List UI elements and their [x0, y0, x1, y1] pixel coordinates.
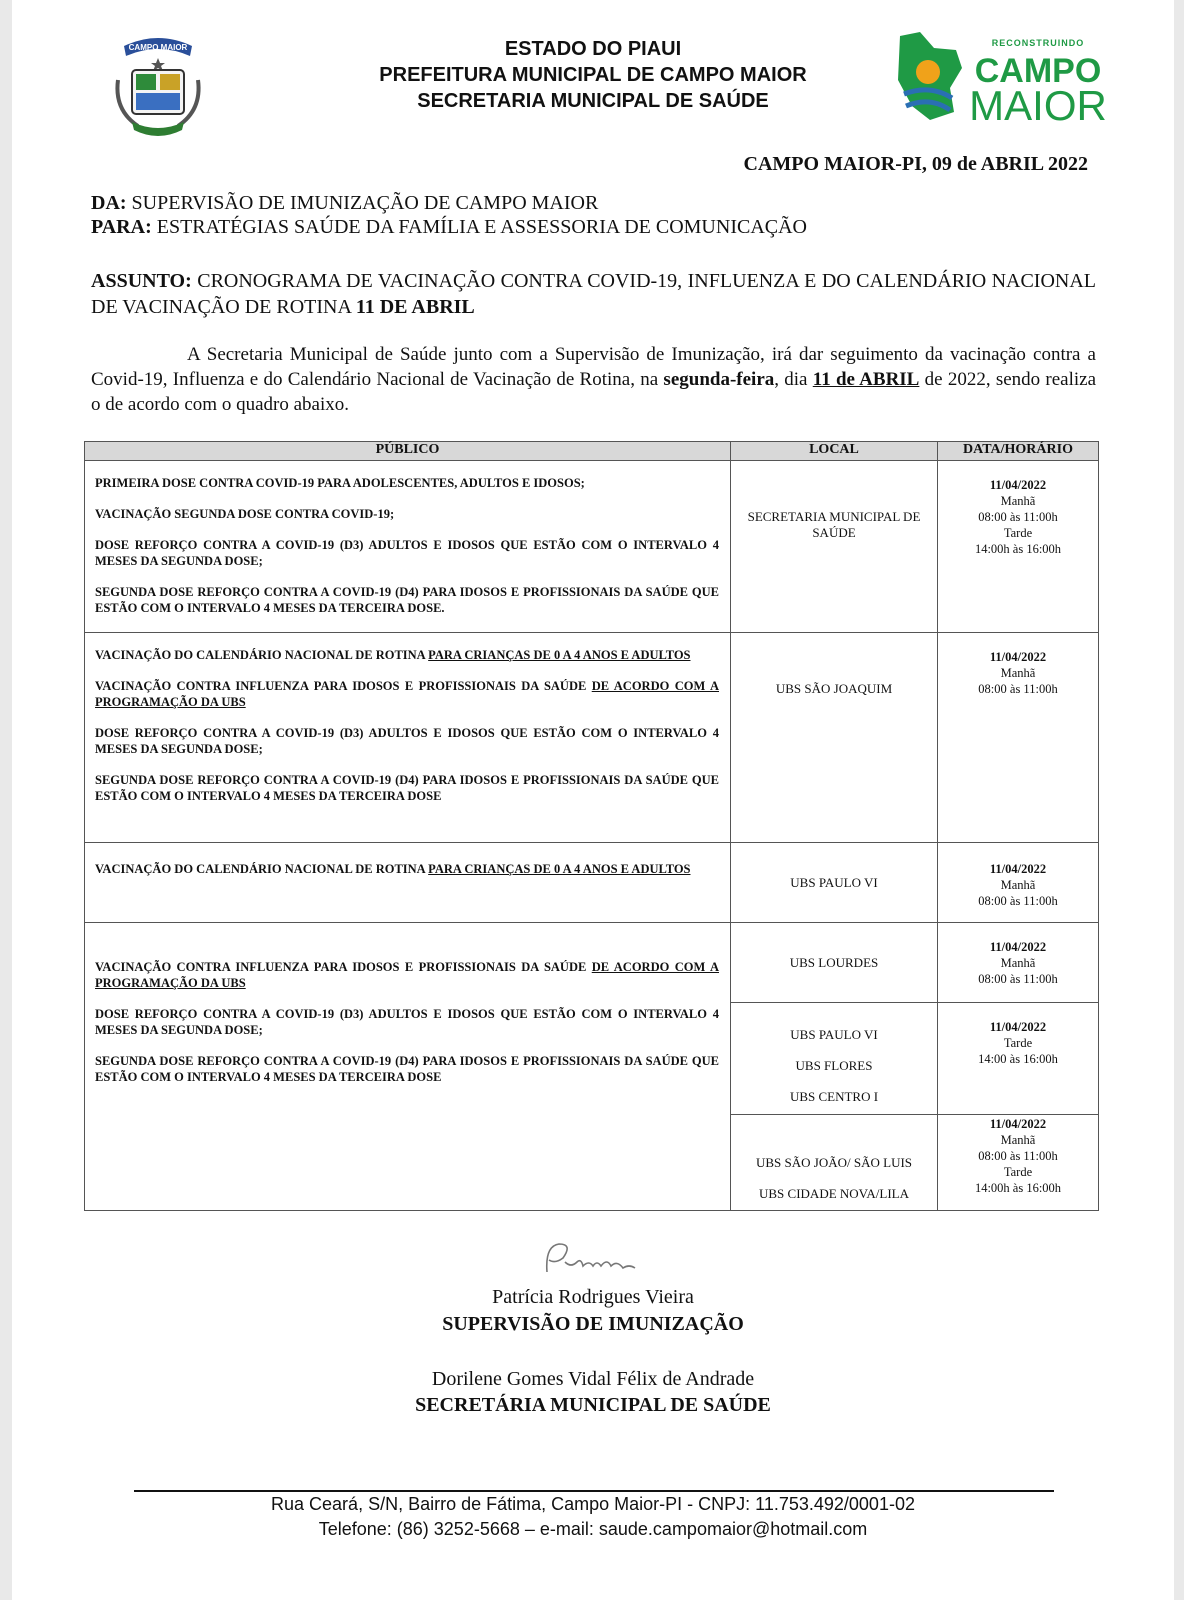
- table-header-row: [85, 442, 1099, 461]
- time-text: 08:00 às 11:00h: [978, 682, 1058, 696]
- publico-item-text: VACINAÇÃO CONTRA INFLUENZA PARA IDOSOS E PROFISSIONAIS DA SAÚDE: [95, 959, 587, 974]
- publico-cell: [85, 843, 731, 923]
- datetime-cell: [938, 1003, 1099, 1115]
- datetime-cell: [938, 1115, 1099, 1211]
- logo-small-text: RECONSTRUINDO: [991, 38, 1085, 48]
- date-text: 11/04/2022: [989, 650, 1047, 664]
- intro-part2: , dia: [774, 369, 808, 390]
- document-date: CAMPO MAIOR-PI, 09 de ABRIL 2022: [743, 153, 1088, 175]
- document-page: [12, 0, 1174, 1600]
- local-text: SECRETARIA MUNICIPAL DE SAÚDE: [747, 509, 921, 540]
- column-header-publico: PÚBLICO: [85, 442, 731, 461]
- memo-from-label: DA:: [91, 192, 127, 214]
- publico-cell: [85, 923, 731, 1211]
- date-text: 11/04/2022: [989, 1117, 1047, 1131]
- header-state: ESTADO DO PIAUI: [504, 38, 682, 60]
- memo-subject-value: CRONOGRAMA DE VACINAÇÃO CONTRA COVID-19, INFLUENZA E DO CALENDÁRIO NACIONAL DE VACINAÇÃO DE ROTINA: [91, 270, 1097, 318]
- publico-item: [95, 959, 719, 991]
- signature-name-1: Patrícia Rodrigues Vieira: [492, 1286, 694, 1308]
- memo-to-value: ESTRATÉGIAS SAÚDE DA FAMÍLIA E ASSESSORIA DE COMUNICAÇÃO: [156, 216, 807, 238]
- time-text: 08:00 às 11:00h: [978, 510, 1058, 524]
- publico-item: PRIMEIRA DOSE CONTRA COVID-19 PARA ADOLESCENTES, ADULTOS E IDOSOS;: [95, 476, 585, 490]
- table-row: [85, 633, 1099, 843]
- publico-item-text: VACINAÇÃO DO CALENDÁRIO NACIONAL DE ROTINA: [95, 862, 426, 876]
- publico-item: SEGUNDA DOSE REFORÇO CONTRA A COVID-19 (D4) PARA IDOSOS E PROFISSIONAIS DA SAÚDE QUE ESTÃO COM O INTERVALO 4 MESES DA TERCEIRA DOSE: [95, 773, 719, 803]
- local-text: UBS SÃO JOÃO/ SÃO LUIS: [755, 1155, 913, 1170]
- publico-item-underlined: DE ACORDO COM A PROGRAMAÇÃO DA UBS: [95, 679, 719, 709]
- publico-item: SEGUNDA DOSE REFORÇO CONTRA A COVID-19 (D4) PARA IDOSOS E PROFISSIONAIS DA SAÚDE QUE ESTÃO COM O INTERVALO 4 MESES DA TERCEIRA DOSE.: [95, 585, 719, 615]
- vaccination-schedule-table: [84, 441, 1099, 1211]
- date-text: 11/04/2022: [989, 1020, 1047, 1034]
- date-text: 11/04/2022: [989, 478, 1047, 492]
- publico-item-underlined: PARA CRIANÇAS DE 0 A 4 ANOS E ADULTOS: [428, 862, 691, 876]
- memo-subject: [91, 268, 1096, 320]
- period-text: Tarde: [1003, 526, 1033, 540]
- table-row: [85, 461, 1099, 633]
- seal-text: CAMPO MAIOR: [128, 43, 188, 52]
- time-text: 14:00h às 16:00h: [974, 1181, 1062, 1195]
- publico-item: [95, 861, 719, 877]
- date-text: 11/04/2022: [989, 862, 1047, 876]
- footer-contact: Telefone: (86) 3252-5668 – e-mail: saude.campomaior@hotmail.com: [318, 1519, 868, 1539]
- logo-line2: MAIOR: [969, 82, 1107, 128]
- column-header-data: DATA/HORÁRIO: [938, 442, 1099, 461]
- datetime-cell: [938, 461, 1099, 633]
- time-text: 08:00 às 11:00h: [978, 1149, 1058, 1163]
- period-text: Manhã: [1000, 494, 1036, 508]
- column-header-local: LOCAL: [731, 442, 938, 461]
- period-text: Manhã: [1000, 666, 1036, 680]
- local-text: UBS CENTRO I: [789, 1089, 879, 1104]
- table-row: [85, 843, 1099, 923]
- signature-name-2: Dorilene Gomes Vidal Félix de Andrade: [431, 1368, 755, 1390]
- period-text: Manhã: [1000, 956, 1036, 970]
- campo-maior-logo: [890, 28, 1130, 128]
- local-text: UBS SÃO JOAQUIM: [775, 681, 893, 696]
- publico-item-text: VACINAÇÃO DO CALENDÁRIO NACIONAL DE ROTINA: [95, 648, 426, 662]
- publico-item: SEGUNDA DOSE REFORÇO CONTRA A COVID-19 (D4) PARA IDOSOS E PROFISSIONAIS DA SAÚDE QUE ESTÃO COM O INTERVALO 4 MESES DA TERCEIRA DOSE: [95, 1053, 719, 1084]
- period-text: Tarde: [1003, 1036, 1033, 1050]
- publico-item-underlined: DE ACORDO COM A PROGRAMAÇÃO DA UBS: [95, 959, 719, 990]
- memo-to: [91, 215, 807, 239]
- time-text: 08:00 às 11:00h: [978, 972, 1058, 986]
- publico-item: [95, 678, 719, 710]
- publico-item: [95, 647, 719, 663]
- signature-role-2: SECRETÁRIA MUNICIPAL DE SAÚDE: [415, 1394, 771, 1416]
- local-cell: [731, 633, 938, 843]
- local-cell: [731, 923, 938, 1003]
- intro-date: 11 de ABRIL: [812, 369, 920, 390]
- period-text: Tarde: [1003, 1165, 1033, 1179]
- intro-part3: de 2022, sendo realiza o de acordo com o quadro abaixo.: [91, 369, 1097, 415]
- footer-address: Rua Ceará, S/N, Bairro de Fátima, Campo Maior-PI - CNPJ: 11.753.492/0001-02: [271, 1494, 915, 1514]
- datetime-cell: [938, 843, 1099, 923]
- time-text: 14:00 às 16:00h: [978, 1052, 1058, 1066]
- publico-cell: [85, 633, 731, 843]
- local-text: UBS PAULO VI: [790, 875, 878, 890]
- memo-from-value: SUPERVISÃO DE IMUNIZAÇÃO DE CAMPO MAIOR: [131, 192, 599, 214]
- local-cell: [731, 461, 938, 633]
- logo-line1: CAMPO: [974, 52, 1102, 90]
- publico-cell: [85, 461, 731, 633]
- publico-item: VACINAÇÃO SEGUNDA DOSE CONTRA COVID-19;: [95, 507, 395, 521]
- publico-item-text: VACINAÇÃO CONTRA INFLUENZA PARA IDOSOS E PROFISSIONAIS DA SAÚDE: [95, 679, 587, 693]
- publico-item-underlined: PARA CRIANÇAS DE 0 A 4 ANOS E ADULTOS: [428, 648, 691, 662]
- local-cell: [731, 843, 938, 923]
- memo-to-label: PARA:: [91, 216, 152, 238]
- publico-item: DOSE REFORÇO CONTRA A COVID-19 (D3) ADULTOS E IDOSOS QUE ESTÃO COM O INTERVALO 4 MESES DA SEGUNDA DOSE;: [95, 1006, 719, 1037]
- time-text: 08:00 às 11:00h: [978, 894, 1058, 908]
- intro-day: segunda-feira: [663, 369, 775, 390]
- memo-from: [91, 191, 598, 215]
- header-secretaria: SECRETARIA MUNICIPAL DE SAÚDE: [417, 90, 769, 112]
- date-text: 11/04/2022: [989, 940, 1047, 954]
- publico-item: DOSE REFORÇO CONTRA A COVID-19 (D3) ADULTOS E IDOSOS QUE ESTÃO COM O INTERVALO 4 MESES DA SEGUNDA DOSE;: [95, 726, 719, 756]
- local-text: UBS LOURDES: [789, 955, 879, 970]
- intro-paragraph: [91, 342, 1096, 417]
- header-prefeitura: PREFEITURA MUNICIPAL DE CAMPO MAIOR: [379, 64, 807, 86]
- local-text: UBS CIDADE NOVA/LILA: [759, 1186, 909, 1201]
- memo-subject-label: ASSUNTO:: [91, 270, 192, 292]
- period-text: Manhã: [1000, 878, 1036, 892]
- time-text: 14:00h às 16:00h: [974, 542, 1062, 556]
- memo-subject-date: 11 DE ABRIL: [355, 296, 475, 318]
- local-cell: [731, 1003, 938, 1115]
- local-text: UBS PAULO VI: [790, 1027, 878, 1042]
- signature-role-1: SUPERVISÃO DE IMUNIZAÇÃO: [442, 1313, 744, 1335]
- publico-item: DOSE REFORÇO CONTRA A COVID-19 (D3) ADULTOS E IDOSOS QUE ESTÃO COM O INTERVALO 4 MESES DA SEGUNDA DOSE;: [95, 538, 719, 568]
- local-text: UBS FLORES: [795, 1058, 873, 1073]
- datetime-cell: [938, 923, 1099, 1003]
- intro-part1: A Secretaria Municipal de Saúde junto com a Supervisão de Imunização, irá dar seguimento da vacinação contra a Covid-19, Influenza e do Calendário Nacional de Vacinação de Rotina, na: [91, 344, 1096, 390]
- handwritten-signature: [537, 1238, 647, 1280]
- table-row: [85, 923, 1099, 1003]
- local-cell: [731, 1115, 938, 1211]
- period-text: Manhã: [1000, 1133, 1036, 1147]
- datetime-cell: [938, 633, 1099, 843]
